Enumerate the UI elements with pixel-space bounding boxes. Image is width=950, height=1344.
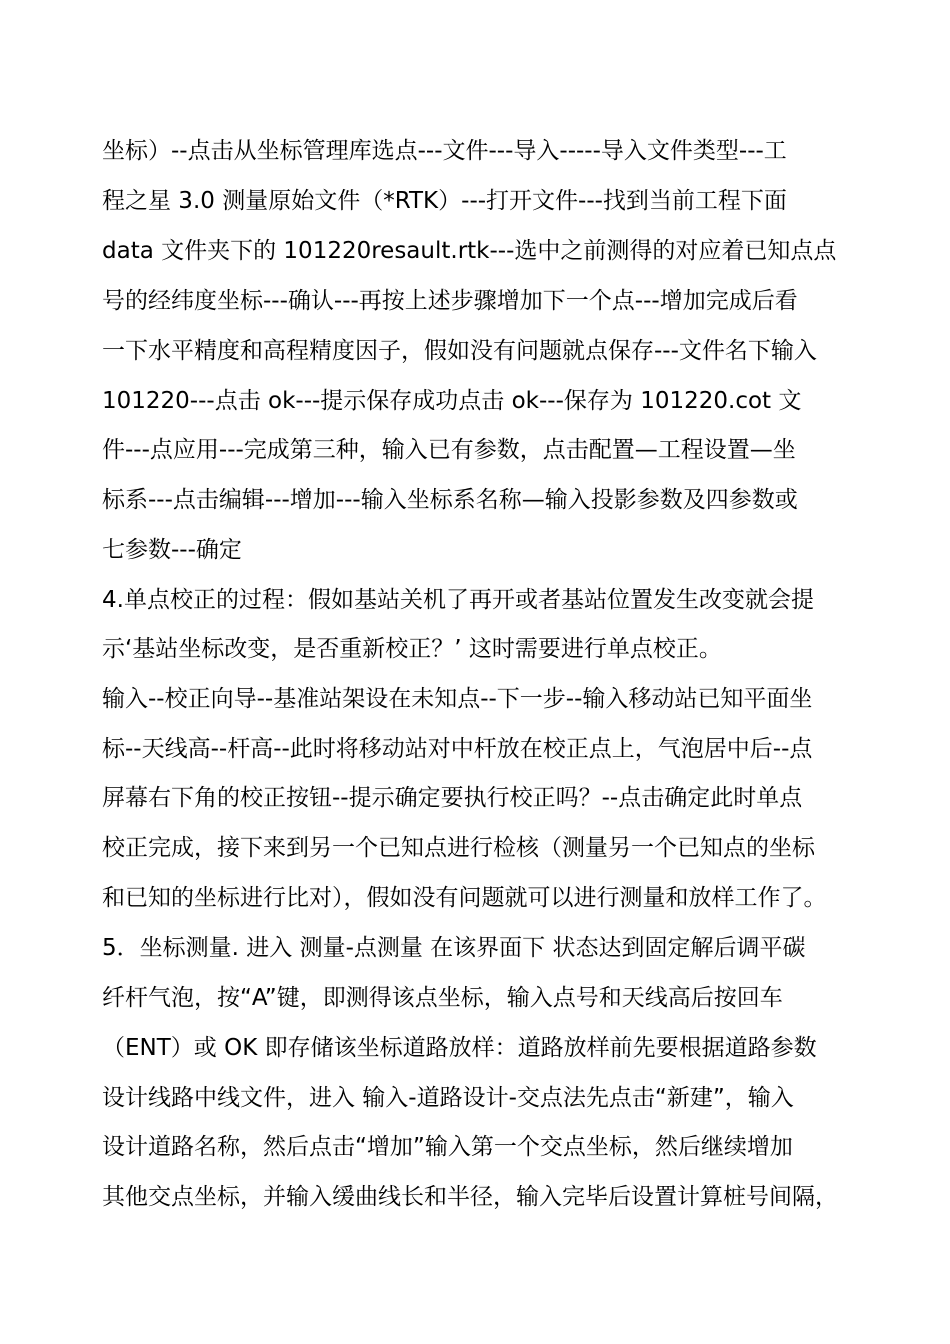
- text-line-16: 和已知的坐标进行比对），假如没有问题就可以进行测量和放样工作了。: [102, 885, 827, 911]
- text-line-20: 设计线路中线文件，进入 输入-道路设计-交点法先点击“新建”，输入: [102, 1085, 794, 1111]
- text-line-4: 号的经纬度坐标---确认---再按上述步骤增加下一个点---增加完成后看: [102, 288, 798, 314]
- text-line-2: 程之星 3.0 测量原始文件（*RTK）---打开文件---找到当前工程下面: [102, 188, 787, 214]
- text-line-1: 坐标）--点击从坐标管理库选点---文件---导入-----导入文件类型---工: [102, 138, 787, 164]
- text-line-6: 101220---点击 ok---提示保存成功点击 ok---保存为 101220.cot 文: [102, 388, 802, 414]
- text-line-18: 纤杆气泡，按“A”键，即测得该点坐标，输入点号和天线高后按回车: [102, 985, 783, 1011]
- text-line-7: 件---点应用---完成第三种，输入已有参数，点击配置—工程设置—坐: [102, 437, 796, 463]
- text-line-17: 5．坐标测量. 进入 测量-点测量 在该界面下 状态达到固定解后调平碳: [102, 935, 806, 961]
- text-line-11: 示‘基站坐标改变，是否重新校正？’ 这时需要进行单点校正。: [102, 636, 722, 662]
- text-line-15: 校正完成，接下来到另一个已知点进行检核（测量另一个已知点的坐标: [102, 835, 815, 861]
- text-line-21: 设计道路名称，然后点击“增加”输入第一个交点坐标，然后继续增加: [102, 1134, 793, 1160]
- text-line-19: （ENT）或 OK 即存储该坐标道路放样：道路放样前先要根据道路参数: [102, 1035, 817, 1061]
- text-line-5: 一下水平精度和高程精度因子，假如没有问题就点保存---文件名下输入: [102, 338, 817, 364]
- text-line-12: 输入--校正向导--基准站架设在未知点--下一步--输入移动站已知平面坐: [102, 686, 813, 712]
- text-line-8: 标系---点击编辑---增加---输入坐标系名称—输入投影参数及四参数或: [102, 487, 798, 513]
- text-line-14: 屏幕右下角的校正按钮--提示确定要执行校正吗？--点击确定此时单点: [102, 785, 803, 811]
- text-line-9: 七参数---确定: [102, 537, 242, 563]
- text-line-13: 标--天线高--杆高--此时将移动站对中杆放在校正点上，气泡居中后--点: [102, 736, 813, 762]
- text-line-22: 其他交点坐标，并输入缓曲线长和半径，输入完毕后设置计算桩号间隔，: [102, 1184, 838, 1210]
- text-line-10: 4.单点校正的过程：假如基站关机了再开或者基站位置发生改变就会提: [102, 587, 814, 613]
- text-line-3: data 文件夹下的 101220resault.rtk---选中之前测得的对应着已知点点: [102, 238, 837, 264]
